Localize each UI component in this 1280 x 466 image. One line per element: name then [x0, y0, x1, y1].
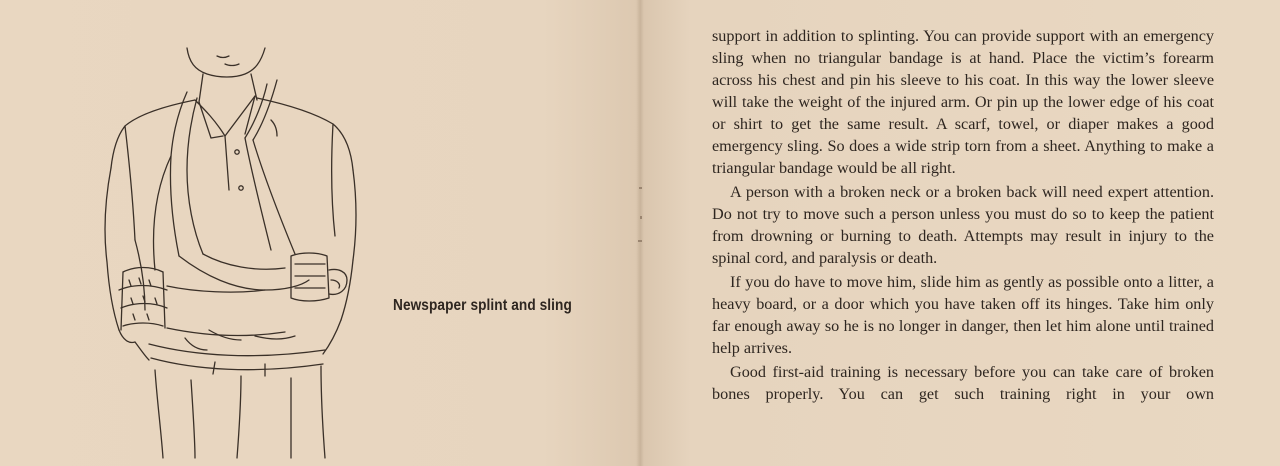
- paragraph-moving-patient: If you do have to move him, slide him as gently as possible onto a litter, a heavy board, or a door which you have taken off its hinges. Take him only far enough away so he is no longer in danger, then let him alone until trained help arrives.: [712, 273, 1214, 357]
- book-gutter: [636, 0, 644, 466]
- body-text: [712, 25, 1214, 405]
- paragraph-first-aid-training: Good first-aid training is necessary before you can take care of broken bones properly. You can get such training right in your own: [712, 363, 1214, 403]
- paragraph-broken-neck: A person with a broken neck or a broken back will need expert attention. Do not try to move such a person unless you must do so to keep the patient from drowning or burning to death. Attempts may result in injury to the spinal cord, and paralysis or death.: [712, 183, 1214, 267]
- paragraph-continuation: support in addition to splinting. You can provide support with an emergency sling when no triangular bandage is at hand. Place the victim’s forearm across his chest and pin his sleeve to his coat. In this way the lower sleeve will take the weight of the injured arm. Or pin up the lower edge of his coat or shirt to get the same result. A scarf, towel, or diaper makes a good emergency sling. So does a wide strip torn from a sheet. Anything to make a triangular bandage would be all right.: [712, 27, 1214, 177]
- paper-speck: [639, 187, 642, 189]
- illustration-caption: Newspaper splint and sling: [393, 297, 572, 314]
- paper-speck: [638, 240, 642, 242]
- man-with-arm-sling-illustration: [95, 40, 385, 460]
- paper-speck: [640, 216, 642, 219]
